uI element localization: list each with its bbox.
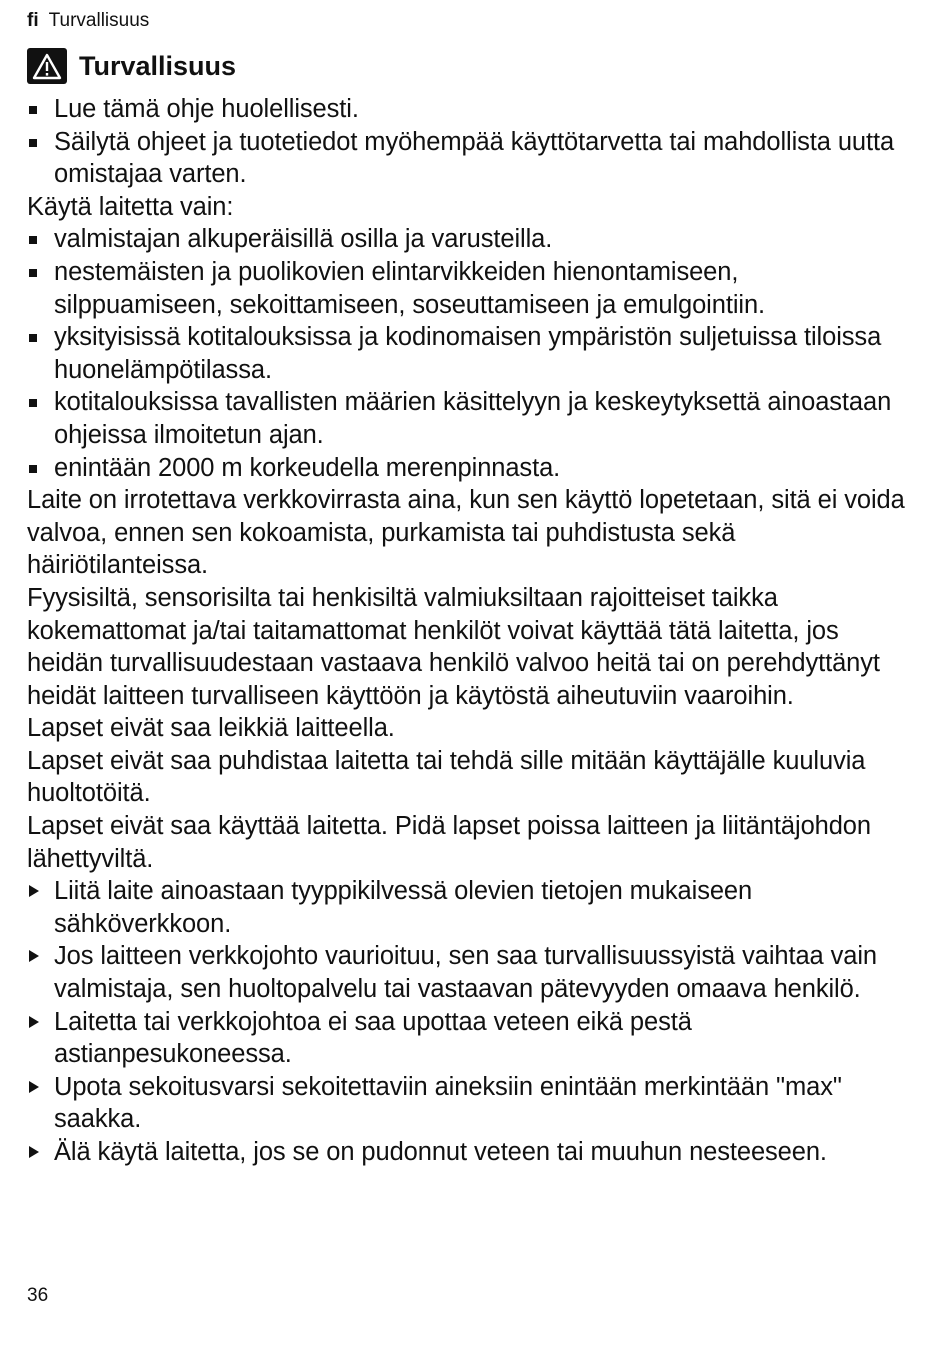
list-item: Säilytä ohjeet ja tuotetiedot myöhempää käyttötarvetta tai mahdollista uutta omistajaa varten.: [27, 126, 907, 191]
triangle-bullet-icon: [29, 1016, 39, 1028]
paragraph: Lapset eivät saa käyttää laitetta. Pidä lapset poissa laitteen ja liitäntäjohdon lähettyviltä.: [27, 812, 871, 873]
instruction-item: Upota sekoitusvarsi sekoitettaviin aineksiin enintään merkintään "max" saakka.: [27, 1071, 907, 1136]
paragraph: Fyysisiltä, sensorisilta tai henkisiltä valmiuksiltaan rajoitteiset taikka kokemattomat ja/tai taitamattomat henkilöt voivat käyttää tätä laitetta, jos heidän turvallisuudestaan vastaava henkilö valvoo heitä tai on perehdyttänyt heidät laitteen turvalliseen käyttöön ja käytöstä aiheutuviin vaaroihin.: [27, 583, 880, 710]
list-item: enintään 2000 m korkeudella merenpinnasta.: [27, 452, 907, 485]
bullet-square-icon: [29, 106, 37, 114]
language-code: fi: [27, 10, 39, 31]
instruction-item: Laitetta tai verkkojohtoa ei saa upottaa veteen eikä pestä astianpesukoneessa.: [27, 1006, 907, 1071]
triangle-bullet-icon: [29, 1146, 39, 1158]
list-item: kotitalouksissa tavallisten määrien käsittelyyn ja keskeytyksettä ainoastaan ohjeissa ilmoitetun ajan.: [27, 386, 907, 451]
instruction-item: Liitä laite ainoastaan tyyppikilvessä olevien tietojen mukaiseen sähköverkkoon.: [27, 875, 907, 940]
triangle-bullet-icon: [29, 885, 39, 897]
safety-content: [27, 93, 907, 1169]
page-header: [27, 9, 149, 33]
paragraph: Lapset eivät saa puhdistaa laitetta tai tehdä sille mitään käyttäjälle kuuluvia huoltotöitä.: [27, 746, 866, 808]
section-title-row: [27, 46, 236, 86]
bullet-square-icon: [29, 465, 37, 473]
bullet-square-icon: [29, 334, 37, 342]
warning-icon: [27, 48, 67, 84]
bullet-square-icon: [29, 399, 37, 407]
paragraph: Lapset eivät saa leikkiä laitteella.: [27, 714, 395, 743]
section-title: Turvallisuus: [79, 51, 237, 81]
instruction-item: Jos laitteen verkkojohto vaurioituu, sen saa turvallisuussyistä vaihtaa vain valmistaja, sen huoltopalvelu tai vastaavan pätevyyden omaava henkilö.: [27, 940, 907, 1005]
paragraph: Laite on irrotettava verkkovirrasta aina, kun sen käyttö lopetetaan, sitä ei voida valvoa, ennen sen kokoamista, purkamista tai puhdistusta sekä häiriötilanteissa.: [27, 486, 905, 580]
list-item: valmistajan alkuperäisillä osilla ja varusteilla.: [27, 223, 907, 256]
triangle-bullet-icon: [29, 1081, 39, 1093]
page-number: 36: [27, 1285, 49, 1306]
list-item: yksityisissä kotitalouksissa ja kodinomaisen ympäristön suljetuissa tiloissa huonelämpötilassa.: [27, 321, 907, 386]
bullet-square-icon: [29, 139, 37, 147]
usage-heading: Käytä laitetta vain:: [27, 192, 234, 221]
list-item: Lue tämä ohje huolellisesti.: [27, 93, 907, 126]
bullet-square-icon: [29, 269, 37, 277]
bullet-square-icon: [29, 236, 37, 244]
header-section: Turvallisuus: [48, 10, 150, 31]
triangle-bullet-icon: [29, 950, 39, 962]
list-item: nestemäisten ja puolikovien elintarvikkeiden hienontamiseen, silppuamiseen, sekoittamiseen, soseuttamiseen ja emulgointiin.: [27, 256, 907, 321]
instruction-item: Älä käytä laitetta, jos se on pudonnut veteen tai muuhun nesteeseen.: [27, 1136, 907, 1169]
